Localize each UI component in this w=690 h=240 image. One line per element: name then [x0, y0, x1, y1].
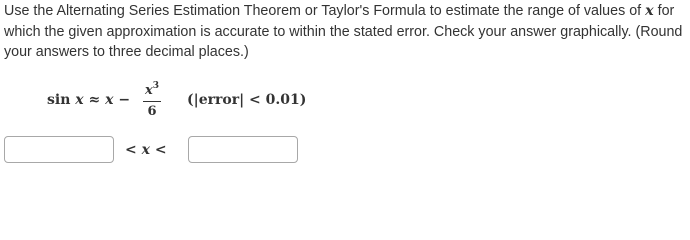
- question-variable: x: [645, 3, 654, 19]
- formula-lhs-variable: x: [75, 92, 84, 108]
- question-text: [4, 1, 688, 63]
- sin-function: sin: [47, 92, 76, 108]
- fraction-numerator: [143, 78, 161, 99]
- lower-bound-input[interactable]: [4, 136, 114, 163]
- numerator-exponent: 3: [152, 81, 160, 91]
- upper-bound-input[interactable]: [188, 136, 298, 163]
- question-text-part1: Use the Alternating Series Estimation Theorem or Taylor's Formula to estimate the range of values of: [4, 3, 646, 19]
- formula-term-variable: x: [105, 92, 114, 108]
- formula-lhs: [47, 92, 130, 108]
- less-than-symbol-right: <: [154, 142, 167, 158]
- fraction-denominator: 6: [147, 104, 157, 120]
- inequality-label: [125, 142, 167, 158]
- fraction-bar: [143, 101, 161, 102]
- minus-symbol: −: [113, 92, 131, 108]
- inequality-variable: x: [141, 142, 150, 158]
- formula-fraction: [143, 78, 161, 120]
- less-than-symbol-left: <: [125, 142, 137, 158]
- question-text-part2: for which the given approximation is accurate to within the stated error. Check your answer graphically. (Round your answers to three decimal places.): [4, 3, 683, 60]
- error-condition: (|error| < 0.01): [187, 92, 307, 108]
- numerator-variable: x: [144, 83, 153, 98]
- approx-symbol: ≈: [83, 92, 106, 108]
